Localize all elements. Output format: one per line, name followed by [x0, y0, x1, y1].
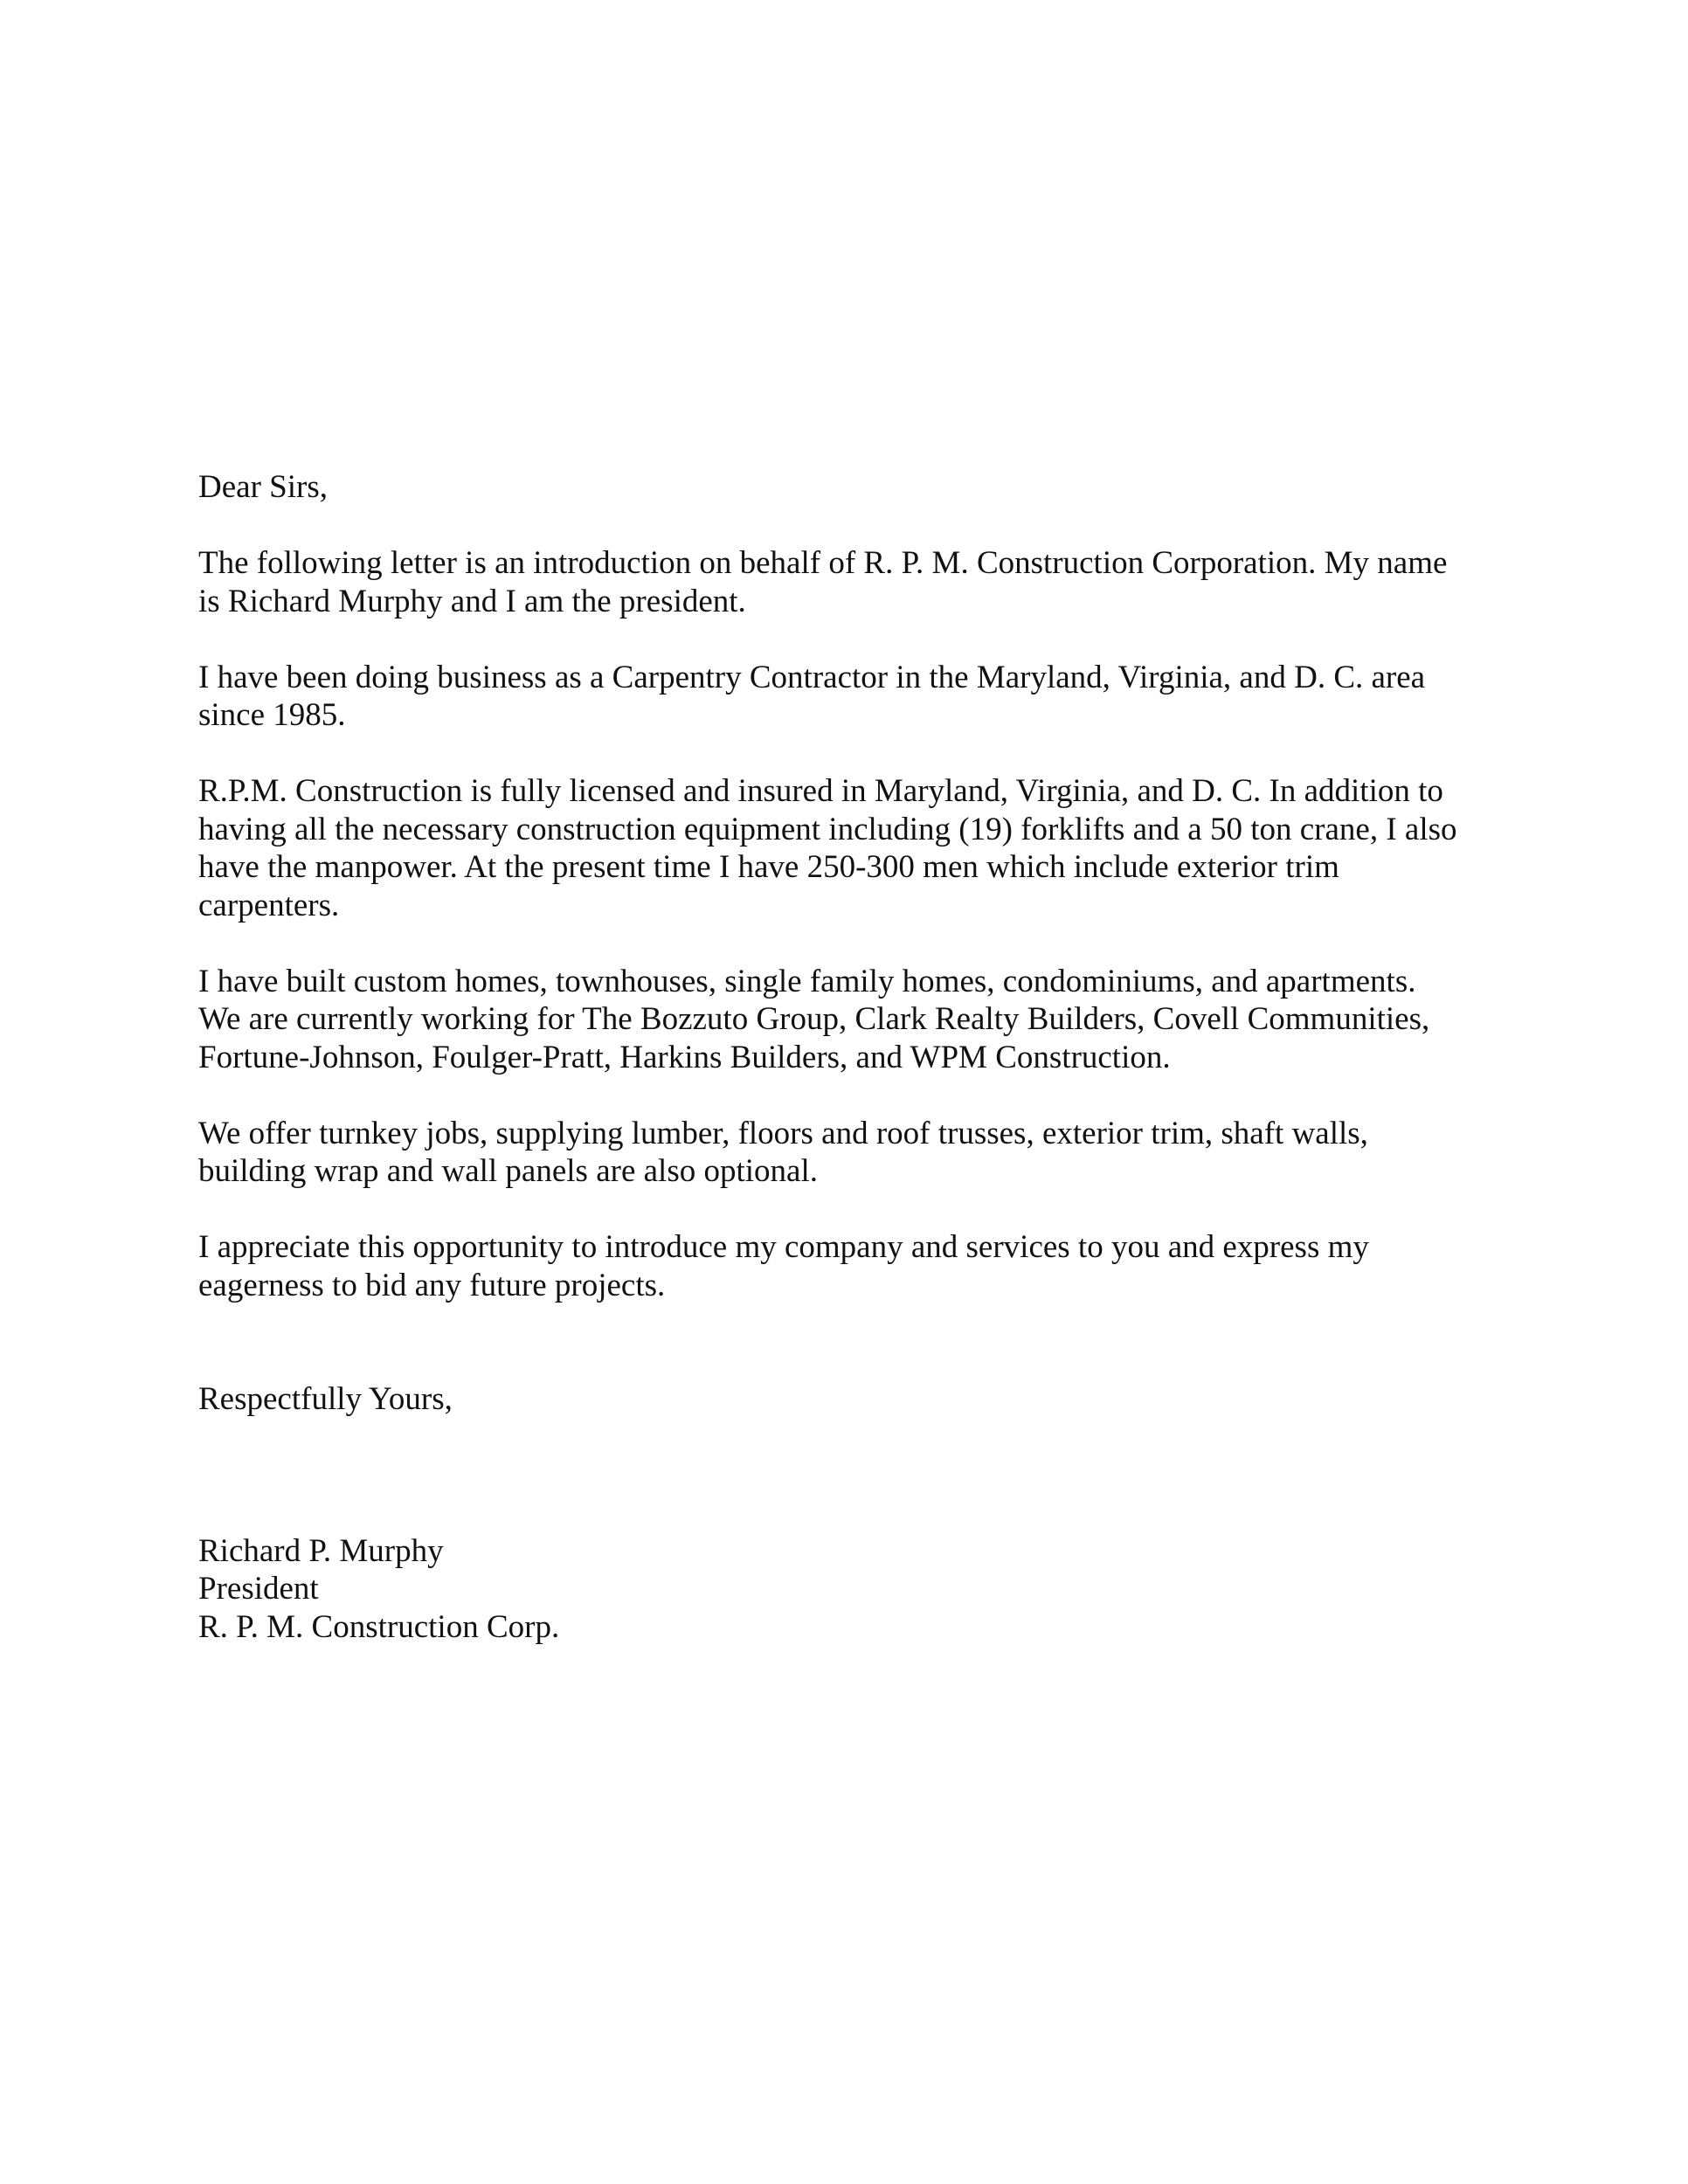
salutation [198, 468, 1509, 507]
paragraph-line: have the manpower. At the present time I have 250-300 men which include exterior trim [198, 849, 1339, 885]
paragraph-appreciation [198, 1228, 1509, 1304]
signer-title: President [198, 1571, 319, 1607]
paragraph-line: I have built custom homes, townhouses, single family homes, condominiums, and apartments. [198, 963, 1416, 999]
salutation-text: Dear Sirs, [198, 469, 328, 505]
paragraph-line: I have been doing business as a Carpentry Contractor in the Maryland, Virginia, and D. C. area [198, 659, 1426, 695]
paragraph-line: having all the necessary construction equipment including (19) forklifts and a 50 ton crane, I also [198, 811, 1457, 847]
paragraph-line: building wrap and wall panels are also optional. [198, 1153, 818, 1189]
letter-body [198, 468, 1509, 1646]
signature-space [198, 1419, 1509, 1532]
paragraph-line: R.P.M. Construction is fully licensed and insured in Maryland, Virginia, and D. C. In addition to [198, 773, 1443, 809]
paragraph-line: carpenters. [198, 887, 340, 923]
paragraph-licensing-equipment [198, 772, 1509, 924]
closing-text: Respectfully Yours, [198, 1381, 453, 1417]
paragraph-line: We offer turnkey jobs, supplying lumber, floors and roof trusses, exterior trim, shaft walls, [198, 1115, 1368, 1151]
signer-company: R. P. M. Construction Corp. [198, 1608, 560, 1645]
paragraph-line: since 1985. [198, 697, 346, 733]
paragraph-line: eagerness to bid any future projects. [198, 1267, 666, 1303]
paragraph-business-history [198, 659, 1509, 735]
paragraph-line: I appreciate this opportunity to introduce my company and services to you and express my [198, 1229, 1369, 1265]
paragraph-projects-clients [198, 963, 1509, 1077]
paragraph-services [198, 1115, 1509, 1191]
closing [198, 1380, 1509, 1419]
signature-block [198, 1532, 1509, 1647]
paragraph-introduction [198, 544, 1509, 620]
paragraph-line: is Richard Murphy and I am the president. [198, 583, 746, 619]
spacer [198, 1304, 1509, 1380]
signer-name: Richard P. Murphy [198, 1532, 444, 1569]
paragraph-line: Fortune-Johnson, Foulger-Pratt, Harkins Builders, and WPM Construction. [198, 1039, 1171, 1075]
paragraph-line: We are currently working for The Bozzuto Group, Clark Realty Builders, Covell Communities, [198, 1001, 1430, 1037]
paragraph-line: The following letter is an introduction on behalf of R. P. M. Construction Corporation. My name [198, 545, 1448, 581]
